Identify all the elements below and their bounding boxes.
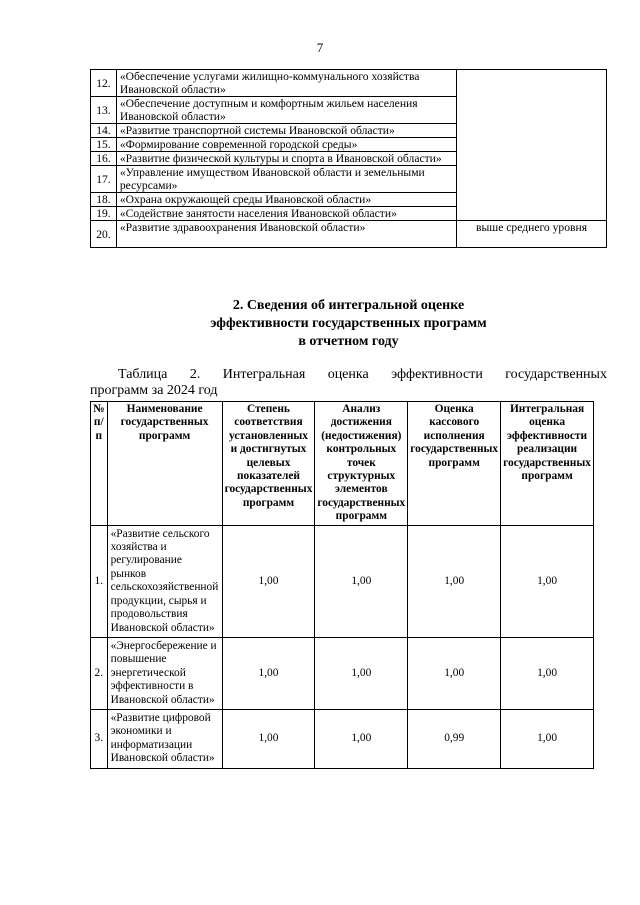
score-value: 1,00 [501,637,594,709]
row-number: 14. [91,124,117,138]
row-number: 1. [91,525,108,637]
caption-word: эффективности [391,367,483,382]
table-row [91,637,594,709]
table-caption [90,367,607,399]
score-value: 1,00 [315,709,408,768]
score-value: 1,00 [222,637,315,709]
caption-word: Интегральная [222,367,306,382]
program-name: «Обеспечение услугами жилищно-коммунального хозяйства Ивановской области» [116,70,456,97]
program-name: «Содействие занятости населения Ивановской области» [116,207,456,221]
header-integral-assessment: Интегральная оценка эффективности реализации государственных программ [501,402,594,526]
score-value: 1,00 [315,637,408,709]
row-number: 17. [91,166,117,193]
header-target-indicators: Степень соответствия установленных и достигнутых целевых показателей государственных программ [222,402,315,526]
header-control-points: Анализ достижения (недостижения) контрольных точек структурных элементов государственных программ [315,402,408,526]
score-value: 1,00 [501,525,594,637]
score-value: 1,00 [222,709,315,768]
row-number: 20. [91,221,117,248]
programs-list-table [90,69,607,248]
section-title-line: 2. Сведения об интегральной оценке [232,298,465,313]
table-row [91,70,607,97]
row-number: 12. [91,70,117,97]
caption-word: государственных [505,367,607,382]
score-value: 1,00 [222,525,315,637]
program-name: «Энергосбережение и повышение энергетической эффективности в Ивановской области» [107,637,222,709]
score-value: 1,00 [408,525,501,637]
row-number: 2. [91,637,108,709]
section-title-line: в отчетном году [298,334,399,349]
result-cell: выше среднего уровня [457,221,607,248]
score-value: 1,00 [501,709,594,768]
table-header-row [91,402,594,526]
score-value: 0,99 [408,709,501,768]
table-caption-line: программ за 2024 год [90,383,218,398]
program-name: «Развитие физической культуры и спорта в Ивановской области» [116,152,456,166]
program-name: «Развитие цифровой экономики и информатизации Ивановской области» [107,709,222,768]
program-name: «Управление имуществом Ивановской области и земельными ресурсами» [116,166,456,193]
program-name: «Развитие сельского хозяйства и регулирование рынков сельскохозяйственной продукции, сырья и продовольствия Ивановской области» [107,525,222,637]
header-program-name: Наименование государственных программ [107,402,222,526]
header-number: № п/п [91,402,108,526]
row-number: 3. [91,709,108,768]
score-value: 1,00 [315,525,408,637]
caption-word: оценка [327,367,369,382]
program-name: «Развитие здравоохранения Ивановской области» [116,221,456,248]
section-title-line: эффективности государственных программ [210,316,487,331]
program-name: «Обеспечение доступным и комфортным жильем населения Ивановской области» [116,97,456,124]
table-caption-line [90,367,607,383]
page-number: 7 [316,40,324,55]
table-row [91,709,594,768]
row-number: 18. [91,193,117,207]
program-name: «Охрана окружающей среды Ивановской области» [116,193,456,207]
section-title [90,297,607,351]
caption-word: 2. [189,367,201,382]
header-cash-execution: Оценка кассового исполнения государственных программ [408,402,501,526]
result-cell [457,70,607,221]
row-number: 13. [91,97,117,124]
program-name: «Развитие транспортной системы Ивановской области» [116,124,456,138]
program-name: «Формирование современной городской среды» [116,138,456,152]
row-number: 16. [91,152,117,166]
row-number: 19. [91,207,117,221]
table-row [91,525,594,637]
caption-word: Таблица [118,367,168,382]
table-row [91,221,607,248]
score-value: 1,00 [408,637,501,709]
row-number: 15. [91,138,117,152]
integral-assessment-table [90,401,594,769]
